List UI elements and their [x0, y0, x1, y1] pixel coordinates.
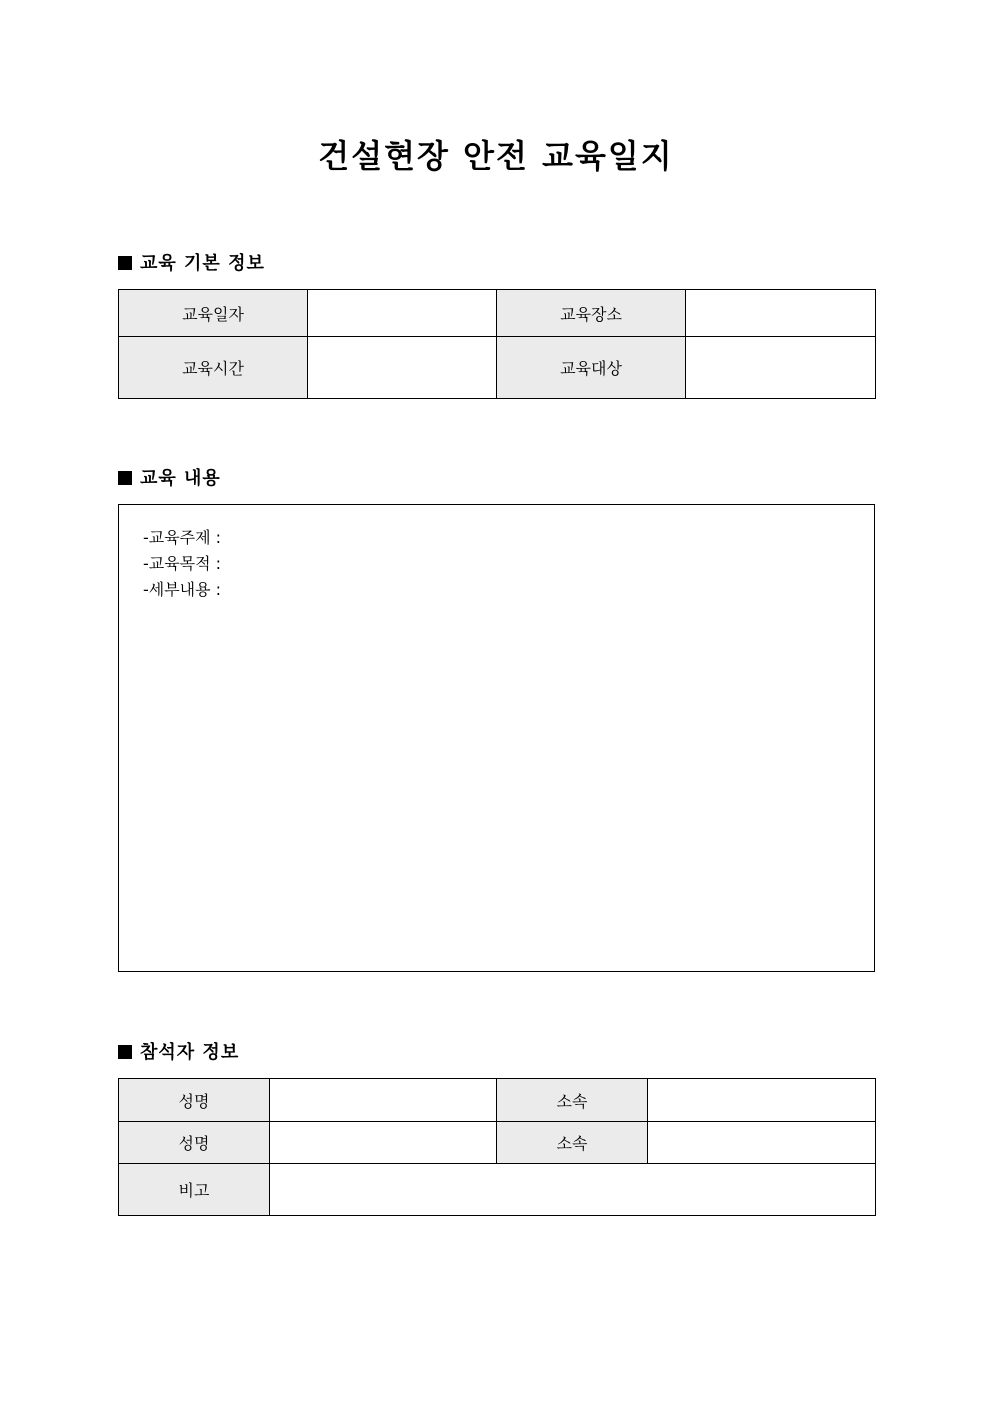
section-heading-attendees [118, 1041, 239, 1065]
education-location-field[interactable] [686, 290, 876, 337]
black-square-icon [118, 1045, 132, 1059]
table-row [119, 290, 876, 337]
content-line-topic: -교육주제 : [143, 528, 222, 547]
education-date-field[interactable] [308, 290, 497, 337]
education-date-label: 교육일자 [119, 290, 308, 337]
education-time-label: 교육시간 [119, 337, 308, 399]
section-heading-text: 교육 기본 정보 [140, 253, 265, 274]
content-line-purpose: -교육목적 : [143, 554, 222, 573]
content-lines [143, 525, 221, 603]
content-line-details: -세부내용 : [143, 580, 222, 599]
attendee-affiliation-label: 소속 [497, 1122, 648, 1164]
black-square-icon [118, 256, 132, 270]
section-heading-content [118, 467, 221, 491]
attendee-affiliation-field[interactable] [648, 1122, 876, 1164]
table-row [119, 1079, 876, 1122]
attendee-affiliation-field[interactable] [648, 1079, 876, 1122]
section-heading-text: 교육 내용 [140, 468, 221, 489]
education-target-label: 교육대상 [497, 337, 686, 399]
attendee-name-label: 성명 [119, 1122, 270, 1164]
basic-info-table [118, 289, 876, 399]
section-heading-basic-info [118, 252, 265, 276]
table-row [119, 1122, 876, 1164]
education-time-field[interactable] [308, 337, 497, 399]
remarks-field[interactable] [270, 1164, 876, 1216]
education-content-box[interactable] [118, 504, 875, 972]
table-row [119, 1164, 876, 1216]
attendee-name-label: 성명 [119, 1079, 270, 1122]
attendee-name-field[interactable] [270, 1079, 497, 1122]
attendee-affiliation-label: 소속 [497, 1079, 648, 1122]
attendee-name-field[interactable] [270, 1122, 497, 1164]
education-target-field[interactable] [686, 337, 876, 399]
attendees-table [118, 1078, 876, 1216]
page-title: 건설현장 안전 교육일지 [318, 137, 674, 175]
remarks-label: 비고 [119, 1164, 270, 1216]
table-row [119, 337, 876, 399]
black-square-icon [118, 471, 132, 485]
section-heading-text: 참석자 정보 [140, 1042, 240, 1063]
education-location-label: 교육장소 [497, 290, 686, 337]
